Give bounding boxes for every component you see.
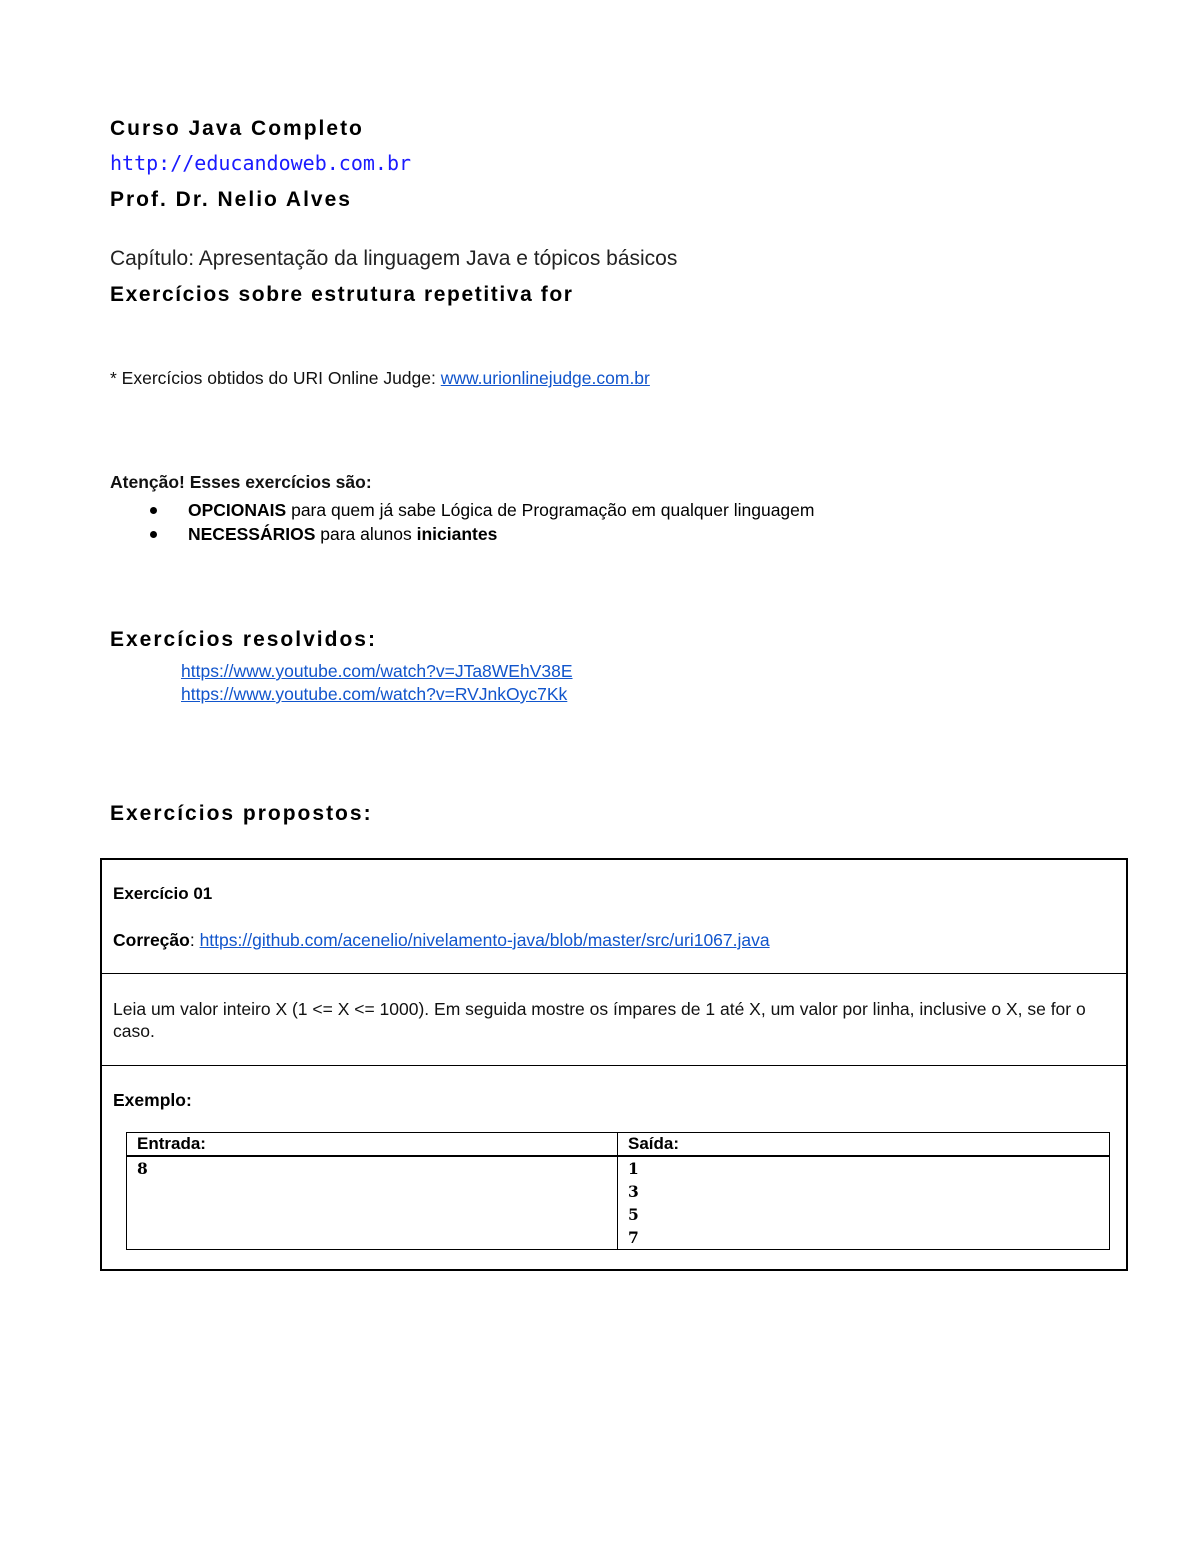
item-text: para alunos: [315, 524, 417, 544]
course-title: Curso Java Completo: [110, 117, 364, 140]
input-cell: 8: [127, 1156, 618, 1250]
uri-link[interactable]: www.urionlinejudge.com.br: [440, 368, 650, 388]
exercise-title: Exercício 01: [113, 884, 213, 903]
attention-list: [110, 498, 814, 546]
table-row: [127, 1156, 1110, 1250]
source-note: [110, 368, 650, 389]
exercise-statement-row: [102, 974, 1126, 1066]
solved-links: [181, 660, 573, 706]
output-cell: [618, 1156, 1110, 1250]
exercise-header-row: [102, 860, 1126, 974]
output-line: 3: [628, 1182, 639, 1201]
chapter-label: Capítulo: Apresentação da linguagem Java e tópicos básicos: [110, 247, 678, 270]
exercise-example-row: [102, 1066, 1126, 1271]
example-label: Exemplo:: [113, 1090, 192, 1110]
output-line: 5: [628, 1205, 639, 1224]
youtube-link-2[interactable]: https://www.youtube.com/watch?v=RVJnkOyc7Kk: [181, 684, 568, 704]
exercise-statement: Leia um valor inteiro X (1 <= X <= 1000). Em seguida mostre os ímpares de 1 até X, um valor por linha, inclusive o X, se for o caso.: [113, 999, 1086, 1041]
chapter-subtitle: Exercícios sobre estrutura repetitiva for: [110, 283, 574, 306]
list-item: [110, 522, 814, 546]
exercise-correction: [113, 930, 770, 951]
item-bold: NECESSÁRIOS: [188, 524, 316, 544]
professor-name: Prof. Dr. Nelio Alves: [110, 188, 352, 211]
github-link[interactable]: https://github.com/acenelio/nivelamento-java/blob/master/src/uri1067.java: [199, 930, 770, 950]
attention-title: Atenção! Esses exercícios são:: [110, 472, 372, 492]
solved-title: Exercícios resolvidos:: [110, 628, 377, 651]
bullet-icon: [150, 531, 157, 538]
youtube-link-1[interactable]: https://www.youtube.com/watch?v=JTa8WEhV38E: [181, 661, 573, 681]
table-header-row: [127, 1133, 1110, 1157]
exercise-box: [100, 858, 1128, 1271]
output-header: Saída:: [618, 1133, 1110, 1157]
bullet-icon: [150, 507, 157, 514]
io-table: [126, 1132, 1110, 1250]
proposed-title: Exercícios propostos:: [110, 802, 373, 825]
correction-sep: :: [189, 930, 200, 950]
correction-label: Correção: [113, 930, 190, 950]
item-text: para quem já sabe Lógica de Programação em qualquer linguagem: [286, 500, 815, 520]
input-header: Entrada:: [127, 1133, 618, 1157]
source-note-prefix: * Exercícios obtidos do URI Online Judge:: [110, 368, 441, 388]
output-line: 7: [628, 1228, 639, 1247]
output-line: 1: [628, 1159, 639, 1178]
list-item: [110, 498, 814, 522]
site-link[interactable]: http://educandoweb.com.br: [110, 151, 412, 175]
item-bold-suffix: iniciantes: [416, 524, 498, 544]
item-bold: OPCIONAIS: [188, 500, 287, 520]
